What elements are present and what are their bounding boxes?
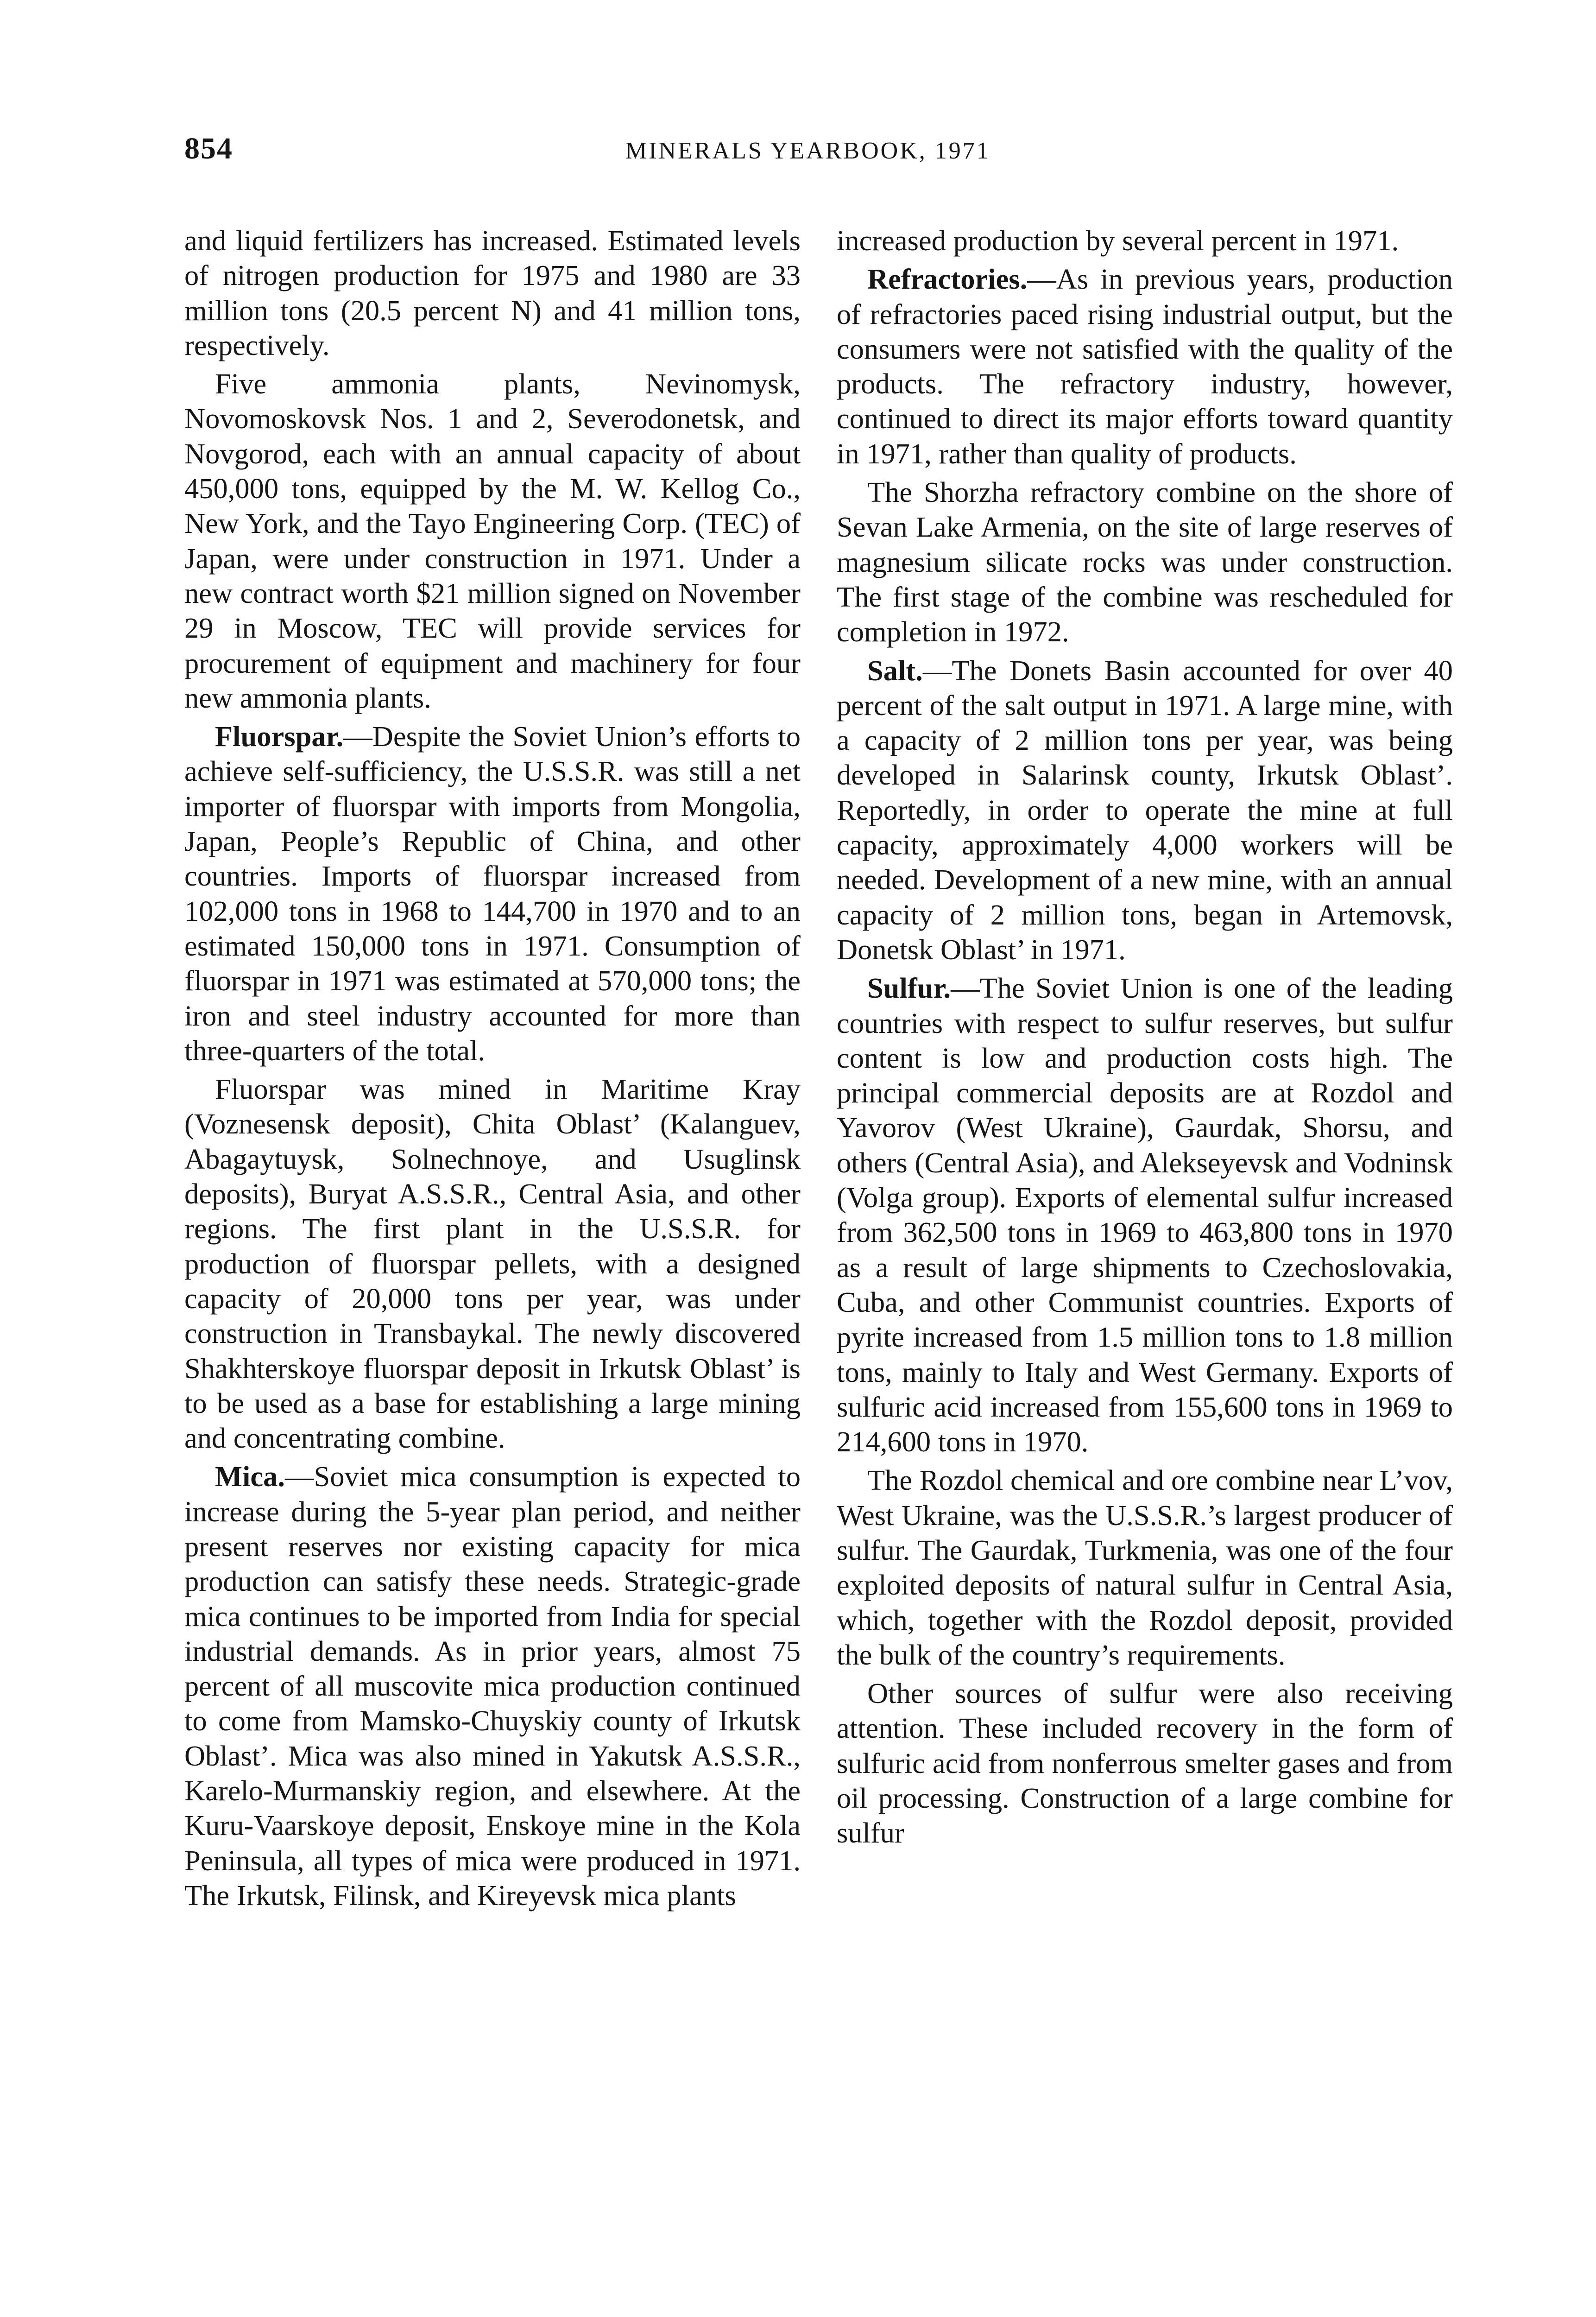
- paragraph-mica-continued: increased production by several percent in 1971.: [837, 224, 1399, 257]
- paragraph-nitrogen-estimates: and liquid fertilizers has increased. Estimated levels of nitrogen production for 1975 and 1980 are 33 million tons (20.5 percent N) and 41 million tons, respectively.: [184, 224, 801, 361]
- page-number: 854: [184, 132, 233, 165]
- paragraph-shorzha-combine: The Shorzha refractory combine on the shore of Sevan Lake Armenia, on the site of large reserves of magnesium silicate rocks was under construction. The first stage of the combine was rescheduled for completion in 1972.: [837, 476, 1453, 648]
- paragraph-rozdol-combine: The Rozdol chemical and ore combine near L’vov, West Ukraine, was the U.S.S.R.’s largest producer of sulfur. The Gaurdak, Turkmenia, was one of the four exploited deposits of natural sulfur in Central Asia, which, together with the Rozdol deposit, provided the bulk of the country’s requirements.: [837, 1464, 1453, 1671]
- paragraph-fluorspar-mining: Fluorspar was mined in Maritime Kray (Voznesensk deposit), Chita Oblast’ (Kalanguev, Abagaytuysk, Solnechnoye, and Usuglinsk deposits), Buryat A.S.S.R., Central Asia, and other regions. The first plant in the U.S.S.R. for production of fluorspar pellets, with a designed capacity of 20,000 tons per year, was under construction in Transbaykal. The newly discovered Shakhterskoye fluorspar deposit in Irkutsk Oblast’ is to be used as a base for establishing a large mining and concentrating combine.: [184, 1073, 801, 1455]
- section-heading-fluorspar: Fluorspar.: [215, 720, 344, 753]
- paragraph-mica: Mica.—Soviet mica consumption is expected to increase during the 5-year plan period, and neither present reserves nor existing capacity for mica production can satisfy these needs. Strategic-grade mica continues to be imported from India for special industrial demands. As in prior years, almost 75 percent of all muscovite mica production continued to come from Mamsko-Chuyskiy county of Irkutsk Oblast’. Mica was also mined in Yakutsk A.S.S.R., Karelo-Murmanskiy region, and elsewhere. At the Kuru-Vaarskoye deposit, Enskoye mine in the Kola Peninsula, all types of mica were produced in 1971. The Irkutsk, Filinsk, and Kireyevsk mica plants: [184, 1460, 801, 1912]
- section-heading-salt: Salt.: [867, 654, 923, 687]
- paragraph-salt: Salt.—The Donets Basin accounted for over 40 percent of the salt output in 1971. A large mine, with a capacity of 2 million tons per year, was being developed in Salarinsk county, Irkutsk Oblast’. Reportedly, in order to operate the mine at full capacity, approximately 4,000 workers will be needed. Development of a new mine, with an annual capacity of 2 million tons, began in Artemovsk, Donetsk Oblast’ in 1971.: [837, 654, 1453, 966]
- paragraph-other-sulfur-sources: Other sources of sulfur were also receiving attention. These included recovery in the form of sulfuric acid from nonferrous smelter gases and from oil processing. Construction of a large combine for sulfur: [837, 1677, 1453, 1849]
- paragraph-sulfur: Sulfur.—The Soviet Union is one of the leading countries with respect to sulfur reserves, but sulfur content is low and production costs high. The principal commercial deposits are at Rozdol and Yavorov (West Ukraine), Gaurdak, Shorsu, and others (Central Asia), and Alekseyevsk and Vodninsk (Volga group). Exports of elemental sulfur increased from 362,500 tons in 1969 to 463,800 tons in 1970 as a result of large shipments to Czechoslovakia, Cuba, and other Communist countries. Exports of pyrite increased from 1.5 million tons to 1.8 million tons, mainly to Italy and West Germany. Exports of sulfuric acid increased from 155,600 tons in 1969 to 214,600 tons in 1970.: [837, 972, 1453, 1458]
- section-heading-refractories: Refractories.: [867, 263, 1028, 296]
- paragraph-refractories: Refractories.—As in previous years, production of refractories paced rising industrial output, but the consumers were not satisfied with the quality of the products. The refractory industry, however, continued to direct its major efforts toward quantity in 1971, rather than quality of products.: [837, 263, 1453, 470]
- section-heading-mica: Mica.: [215, 1460, 285, 1493]
- paragraph-fluorspar: Fluorspar.—Despite the Soviet Union’s efforts to achieve self-sufficiency, the U.S.S.R. was still a net importer of fluorspar with imports from Mongolia, Japan, People’s Republic of China, and other countries. Imports of fluorspar increased from 102,000 tons in 1968 to 144,700 in 1970 and to an estimated 150,000 tons in 1971. Consumption of fluorspar in 1971 was estimated at 570,000 tons; the iron and steel industry accounted for more than three-quarters of the total.: [184, 720, 801, 1067]
- paragraph-ammonia-plants: Five ammonia plants, Nevinomysk, Novomoskovsk Nos. 1 and 2, Severodonetsk, and Novgorod, each with an annual capacity of about 450,000 tons, equipped by the M. W. Kellog Co., New York, and the Tayo Engineering Corp. (TEC) of Japan, were under construction in 1971. Under a new contract worth $21 million signed on November 29 in Moscow, TEC will provide services for procurement of equipment and machinery for four new ammonia plants.: [184, 367, 801, 714]
- left-column: [184, 223, 801, 1917]
- right-column: [837, 223, 1453, 1855]
- running-title: MINERALS YEARBOOK, 1971: [625, 138, 990, 164]
- section-heading-sulfur: Sulfur.: [867, 972, 951, 1005]
